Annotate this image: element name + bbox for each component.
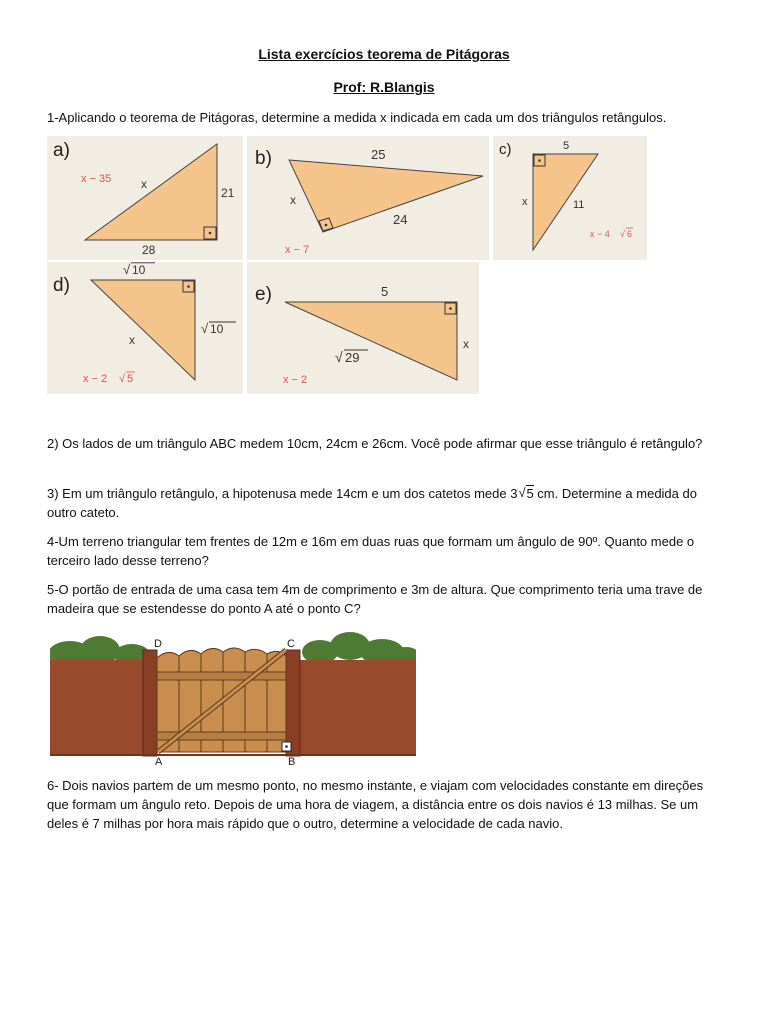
right-angle-dot	[449, 307, 452, 310]
label-radicand: 5	[127, 373, 134, 385]
exercise-6-text: 6- Dois navios partem de um mesmo ponto, no mesmo instante, e viajam com velocidades constante em direções que formam um ângulo reto. Depois de uma hora de viagem, a distância entre os dois navios é 13 milhas. Se um deles é 7 milhas por hora mais rápido que o outro, determine a velocidade de cada navio.	[47, 778, 704, 831]
exercise-3-text	[47, 484, 727, 522]
point-c-label: C	[287, 638, 295, 650]
triangle-c-shape	[533, 154, 598, 250]
exercise-1-text: 1-Aplicando o teorema de Pitágoras, determine a medida x indicada em cada um dos triângulos retângulos.	[47, 110, 667, 125]
panel-letter: a)	[53, 140, 70, 161]
ground-line	[50, 754, 416, 756]
exercise-3-after: cm. Determine a medida do outro cateto.	[47, 486, 697, 520]
point-b-label: B	[288, 756, 296, 766]
sqrt-sign: √	[119, 373, 126, 385]
point-a-label: A	[155, 756, 163, 766]
triangle-panel-c	[493, 136, 647, 260]
label-hypotenuse: 25	[371, 147, 386, 162]
right-angle-dot	[285, 745, 288, 748]
label-expression: x − 7	[285, 244, 310, 256]
label-hypotenuse: x	[129, 333, 135, 347]
right-angle-dot	[538, 159, 541, 162]
label-left-leg: x	[290, 193, 296, 207]
sqrt-sign: √	[201, 321, 209, 336]
exercise-3-before: 3) Em um triângulo retângulo, a hipotenusa mede 14cm e um dos catetos mede 3	[47, 486, 518, 501]
sqrt-sign: √	[620, 229, 625, 239]
triangle-e-shape	[285, 302, 457, 380]
gate-figure	[50, 628, 416, 766]
triangle-c-figure	[493, 136, 647, 260]
exercise-5-text: 5-O portão de entrada de uma casa tem 4m de comprimento e 3m de altura. Que comprimento teria uma trave de madeira que se estendesse do ponto A até o ponto C?	[47, 582, 703, 616]
triangle-a-shape	[85, 144, 217, 240]
triangle-panel-d	[47, 262, 243, 394]
label-top-leg: 10	[132, 263, 146, 277]
label-top-leg: 5	[381, 284, 389, 299]
label-horizontal-leg: 28	[142, 243, 156, 257]
label-hypotenuse: 29	[345, 350, 360, 365]
exercise-2-text: 2) Os lados de um triângulo ABC medem 10cm, 24cm e 26cm. Você pode afirmar que esse triângulo é retângulo?	[47, 436, 703, 451]
document-author: Prof: R.Blangis	[333, 79, 435, 95]
sqrt-inline	[518, 484, 533, 503]
left-wall	[50, 660, 148, 756]
label-vertical-leg: x	[463, 337, 469, 351]
sqrt-sign: √	[335, 349, 343, 365]
label-top-leg: 5	[563, 140, 570, 152]
panel-letter: e)	[255, 284, 272, 305]
exercise-3-radicand: 5	[526, 486, 534, 501]
right-angle-dot	[325, 224, 328, 227]
top-rail	[157, 672, 286, 680]
label-hypotenuse: x	[141, 177, 147, 191]
exercise-4-text: 4-Um terreno triangular tem frentes de 12m e 16m em duas ruas que formam um ângulo de 90º. Quanto mede o terceiro lado desse terreno?	[47, 534, 695, 568]
left-post	[143, 650, 157, 756]
triangle-e-figure	[247, 262, 479, 394]
panel-letter: c)	[499, 141, 512, 158]
label-vertical-leg: 21	[221, 186, 235, 200]
panel-letter: b)	[255, 148, 272, 169]
right-angle-dot	[209, 232, 212, 235]
triangle-panel-e	[247, 262, 479, 394]
label-expression: x − 4	[590, 229, 610, 239]
panel-letter: d)	[53, 275, 70, 296]
triangle-panel-a	[47, 136, 243, 260]
triangle-b-shape	[289, 160, 483, 232]
label-expression: x − 2	[283, 374, 308, 386]
label-expression: x − 2	[83, 373, 108, 385]
point-d-label: D	[154, 638, 162, 650]
triangle-b-figure	[247, 136, 489, 260]
triangle-panel-b	[247, 136, 489, 260]
triangle-a-figure	[47, 136, 243, 260]
gate-illustration	[50, 628, 416, 766]
right-angle-dot	[187, 285, 190, 288]
label-vertical-leg: 10	[210, 322, 224, 336]
triangle-d-figure	[47, 262, 243, 394]
label-bottom-leg: 24	[393, 212, 408, 227]
label-radicand: 6	[627, 229, 633, 239]
label-vertical-leg: x	[522, 196, 528, 208]
label-expression: x − 35	[81, 173, 112, 185]
document-title: Lista exercícios teorema de Pitágoras	[258, 46, 510, 62]
sqrt-sign: √	[123, 262, 131, 277]
right-post	[286, 650, 300, 756]
label-hypotenuse: 11	[573, 199, 585, 211]
right-wall	[298, 660, 416, 756]
triangle-d-shape	[91, 280, 195, 380]
